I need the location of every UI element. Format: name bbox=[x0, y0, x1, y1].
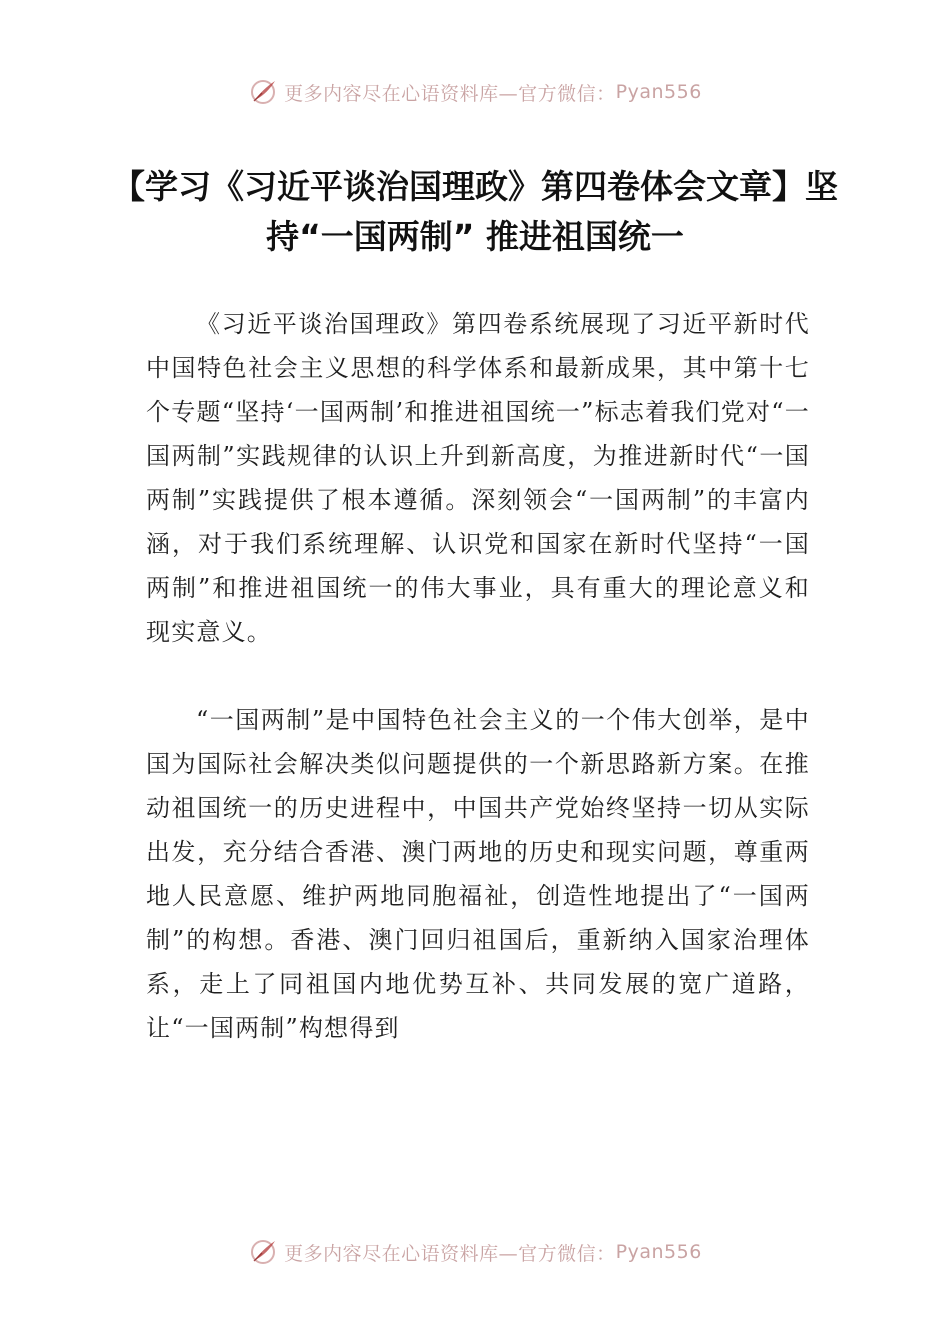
footer-watermark bbox=[0, 1232, 950, 1272]
feather-quill-icon bbox=[248, 77, 278, 107]
body-paragraph-1: 《习近平谈治国理政》第四卷系统展现了习近平新时代中国特色社会主义思想的科学体系和最新成果，其中第十七个专题“坚持‘一国两制’和推进祖国统一”标志着我们党对“一国两制”实践规律的认识上升到新高度，为推进新时代“一国两制”实践提供了根本遵循。深刻领会“一国两制”的丰富内涵，对于我们系统理解、认识党和国家在新时代坚持“一国两制”和推进祖国统一的伟大事业，具有重大的理论意义和现实意义。 bbox=[146, 310, 810, 646]
watermark-text: 更多内容尽在心语资料库—官方微信： bbox=[284, 1242, 616, 1265]
body-paragraph-2: “一国两制”是中国特色社会主义的一个伟大创举，是中国为国际社会解决类似问题提供的一个新思路新方案。在推动祖国统一的历史进程中，中国共产党始终坚持一切从实际出发，充分结合香港、澳门两地的历史和现实问题，尊重两地人民意愿、维护两地同胞福祉，创造性地提出了“一国两制”的构想。香港、澳门回归祖国后，重新纳入国家治理体系，走上了同祖国内地优势互补、共同发展的宽广道路，让“一国两制”构想得到 bbox=[146, 706, 810, 1042]
feather-quill-icon bbox=[248, 1237, 278, 1267]
document-title: 【学习《习近平谈治国理政》第四卷体会文章】坚持“一国两制” 推进祖国统一 bbox=[112, 167, 838, 256]
header-watermark bbox=[0, 72, 950, 112]
watermark-wechat-id: Pyan556 bbox=[615, 1241, 702, 1263]
watermark-wechat-id: Pyan556 bbox=[615, 81, 702, 103]
watermark-text: 更多内容尽在心语资料库—官方微信： bbox=[284, 82, 616, 105]
